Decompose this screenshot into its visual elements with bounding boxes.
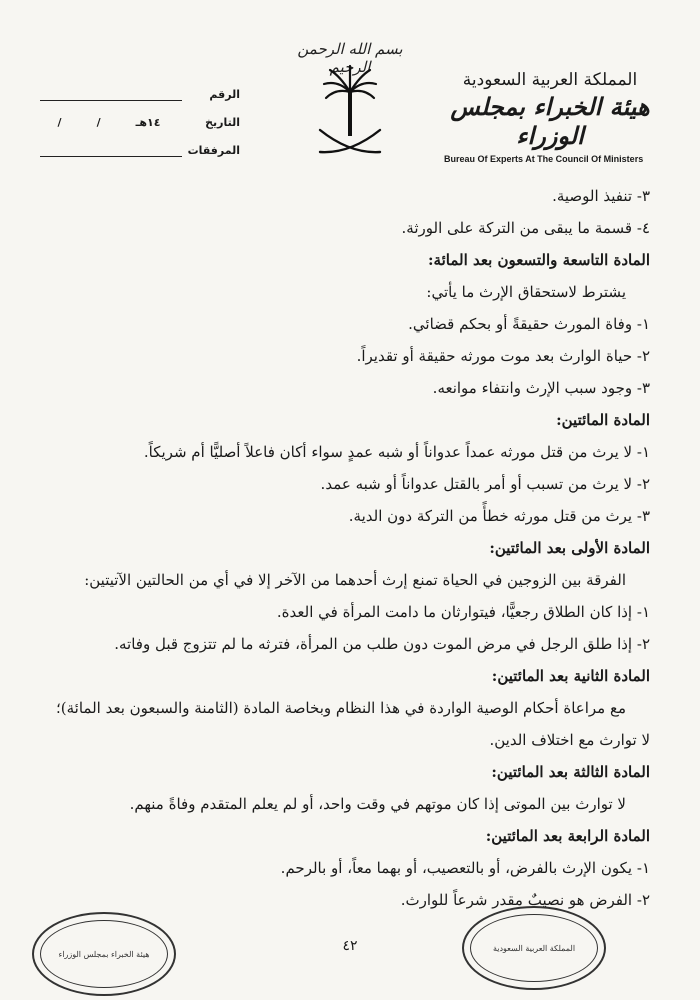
org-name-english: Bureau Of Experts At The Council Of Ministers [444,154,644,164]
attachments-label: المرفقات [187,143,240,157]
text-line: ١- وفاة المورث حقيقةً أو بحكم قضائي. [408,315,650,333]
text-line: ٢- حياة الوارث بعد موت مورثه حقيقة أو تقديراً. [356,347,650,365]
article-heading: المادة الرابعة بعد المائتين: [485,827,650,845]
number-row [40,80,240,108]
basmala: بسم الله الرحمن الرحيم [297,40,403,76]
text-line: ٤- قسمة ما يبقى من التركة على الورثة. [401,219,650,237]
text-line: ١- لا يرث من قتل مورثه عمداً عدواناً أو شبه عمدٍ سواء أكان فاعلاً أصليًّا أم شريكاً. [143,443,650,461]
org-name: هيئة الخبراء بمجلس الوزراء [450,92,650,150]
number-line [40,88,182,101]
palm-swords-emblem-icon [310,62,390,162]
attachments-line [40,144,182,157]
org-country: المملكة العربية السعودية [462,70,638,90]
article-heading: المادة الأولى بعد المائتين: [489,539,650,557]
text-line: مع مراعاة أحكام الوصية الواردة في هذا النظام وبخاصة المادة (الثامنة والسبعون بعد المائة)؛ [56,699,626,717]
attachments-row [40,136,240,164]
date-label: التاريخ [205,115,240,129]
seal-left-text: هيئة الخبراء بمجلس الوزراء [58,949,150,959]
text-line: لا توارث مع اختلاف الدين. [489,731,650,749]
text-line: ٢- إذا طلق الرجل في مرض الموت دون طلب من المرأة، فترثه ما لم تتزوج قبل وفاته. [114,635,650,653]
page-number: ٤٢ [342,938,358,954]
date-separator-1: / [96,115,101,129]
number-label: الرقم [209,87,240,101]
text-line: لا توارث بين الموتى إذا كان موتهم في وقت واحد، أو لم يعلم المتقدم وفاةً منهم. [129,795,626,813]
text-line: ٣- تنفيذ الوصية. [552,187,650,205]
article-heading: المادة الثانية بعد المائتين: [491,667,650,685]
text-line: ٢- لا يرث من تسبب أو أمر بالقتل عدواناً أو شبه عمد. [320,475,650,493]
text-line: ٢- الفرض هو نصيبٌ مقدر شرعاً للوارث. [400,891,650,909]
text-line: الفرقة بين الزوجين في الحياة تمنع إرث أحدهما من الآخر إلا في أي من الحالتين الآتيتين: [84,571,626,589]
reference-fields [40,80,240,164]
article-heading: المادة الثالثة بعد المائتين: [491,763,650,781]
article-heading: المادة المائتين: [556,411,650,429]
date-value [40,116,178,129]
article-heading: المادة التاسعة والتسعون بعد المائة: [428,251,650,269]
text-line: يشترط لاستحقاق الإرث ما يأتي: [426,283,626,301]
date-row [40,108,240,136]
seal-right-text: المملكة العربية السعودية [492,943,576,953]
text-line: ٣- يرث من قتل مورثه خطأً من التركة دون الدية. [348,507,650,525]
official-seal-right [462,906,606,990]
date-year: ١٤هـ [135,115,161,129]
document-body [50,180,650,916]
text-line: ١- يكون الإرث بالفرض، أو بالتعصيب، أو بهما معاً، أو بالرحم. [280,859,650,877]
text-line: ١- إذا كان الطلاق رجعيًّا، فيتوارثان ما دامت المرأة في العدة. [276,603,650,621]
date-separator-2: / [57,115,62,129]
text-line: ٣- وجود سبب الإرث وانتفاء موانعه. [432,379,650,397]
organization-block [440,70,660,164]
official-seal-left [32,912,176,996]
